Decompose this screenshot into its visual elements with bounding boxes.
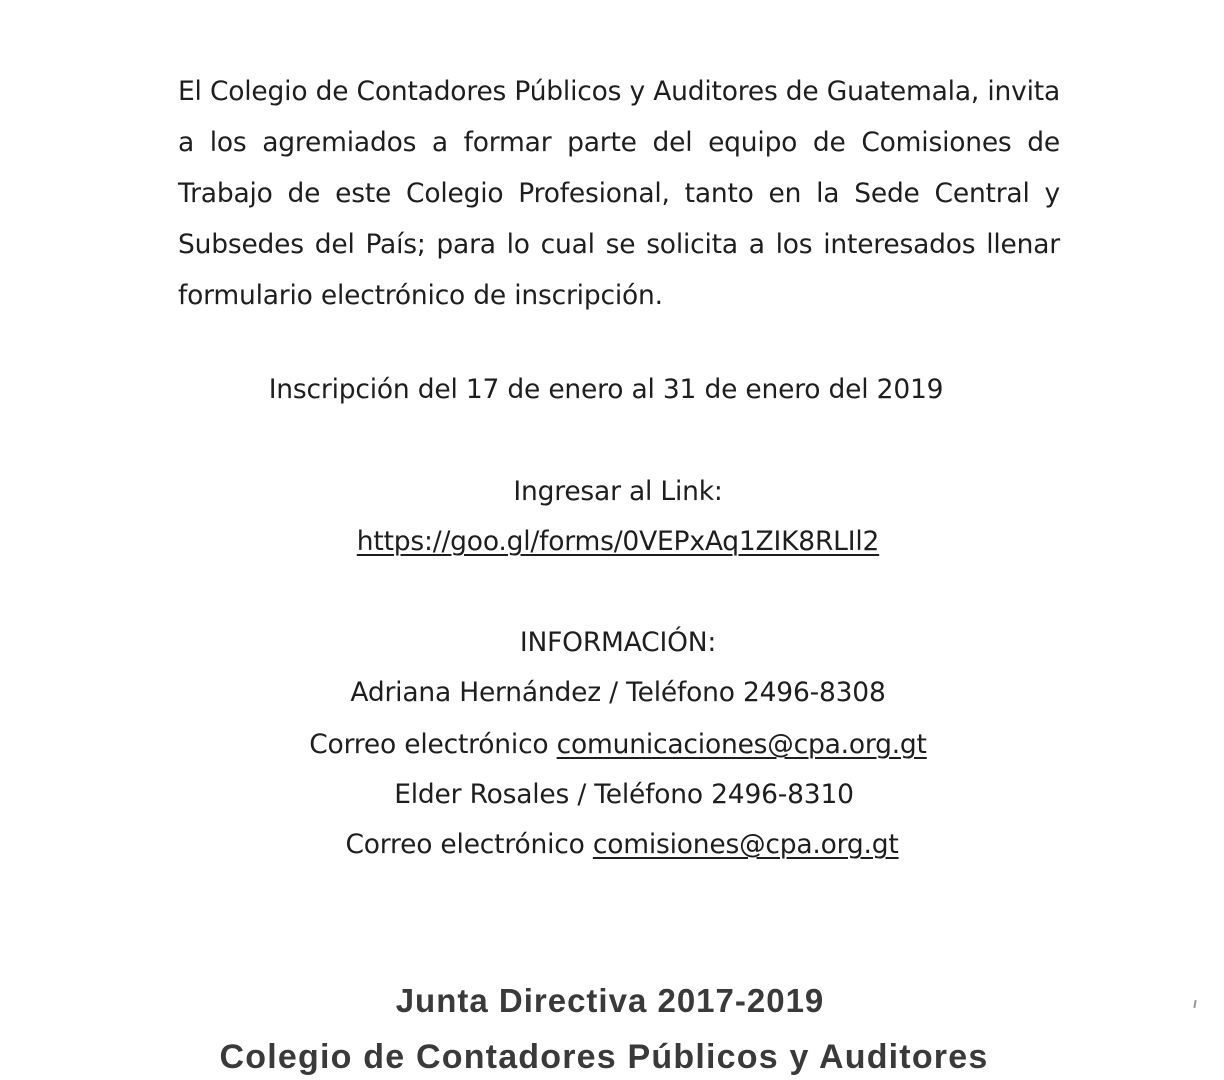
contact-1-name-phone: Adriana Hernández / Teléfono 2496-8308 [350, 677, 886, 708]
intro-paragraph: El Colegio de Contadores Públicos y Auditores de Guatemala, invita a los agremiados a formar parte del equipo de Comisiones de Trabajo de este Colegio Profesional, tanto en la Sede Central y Subsedes del País; para lo cual se solicita a los interesados llenar formulario electrónico de inscripción. [178, 76, 1060, 311]
info-heading: INFORMACIÓN: [519, 627, 717, 658]
contact-1-email-line [6, 725, 1224, 765]
link-label: Ingresar al Link: [513, 476, 723, 507]
form-link-line [6, 522, 1224, 562]
signature-board: Junta Directiva 2017-2019 [395, 982, 825, 1019]
registration-dates: Inscripción del 17 de enero al 31 de enero del 2019 [268, 374, 944, 405]
signature-organization: Colegio de Contadores Públicos y Auditores [219, 1038, 989, 1076]
contact-2-email-line [10, 825, 1224, 865]
form-link[interactable]: https://goo.gl/forms/0VEPxAq1ZIK8RLIl2 [356, 526, 880, 557]
contact-1-email-label: Correo electrónico [309, 729, 557, 760]
contact-1-email-link[interactable]: comunicaciones@cpa.org.gt [556, 729, 927, 760]
contact-2-email-link[interactable]: comisiones@cpa.org.gt [592, 829, 899, 860]
contact-2-name-phone: Elder Rosales / Teléfono 2496-8310 [394, 779, 854, 810]
contact-2-email-label: Correo electrónico [345, 829, 593, 860]
